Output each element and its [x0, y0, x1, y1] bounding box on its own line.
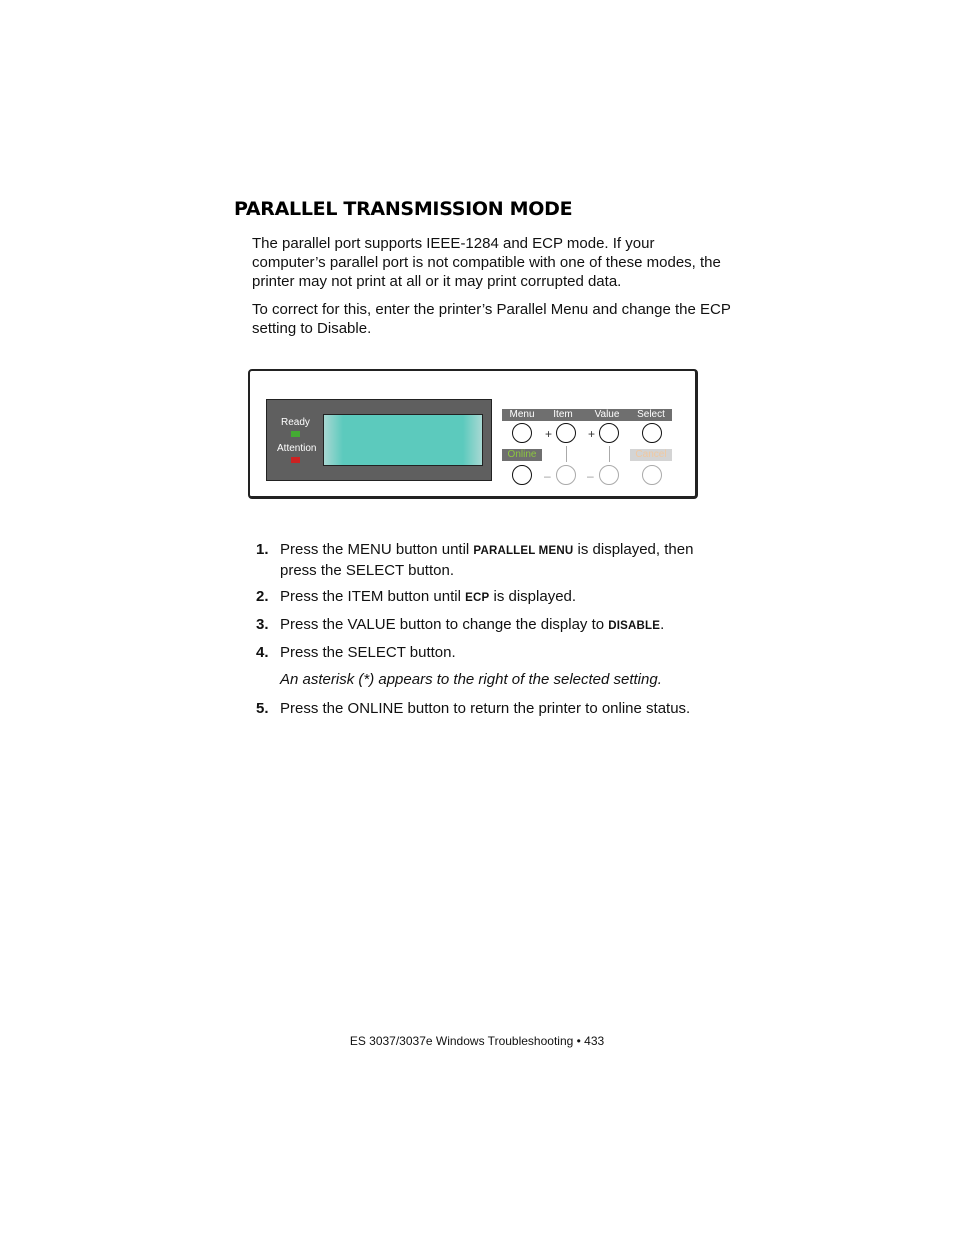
item-down-button	[556, 465, 576, 485]
value-down-button	[599, 465, 619, 485]
intro-paragraph: The parallel port supports IEEE-1284 and ECP mode. If your computer’s parallel port is not compatible with one of these modes, the printer may not print at all or it may print corrupted data.	[252, 235, 721, 290]
cancel-button	[642, 465, 662, 485]
ready-label: Ready	[281, 417, 310, 428]
display-text-disable: DISABLE	[608, 620, 661, 632]
online-label: Online	[502, 449, 542, 461]
attention-label: Attention	[277, 443, 317, 454]
cancel-label: Cancel	[630, 449, 672, 461]
item-button	[556, 423, 576, 443]
display-text-ecp: ECP	[465, 592, 490, 604]
value-button	[599, 423, 619, 443]
select-label: Select	[630, 409, 672, 421]
correction-paragraph: To correct for this, enter the printer’s Parallel Menu and change the ECP setting to Disable.	[252, 301, 731, 337]
select-button	[642, 423, 662, 443]
menu-label: Menu	[502, 409, 542, 421]
online-button	[512, 465, 532, 485]
lcd-screen	[323, 414, 483, 466]
value-plus-sign: +	[588, 427, 596, 441]
ready-led-icon	[291, 431, 300, 437]
page-footer: ES 3037/3037e Windows Troubleshooting • 433	[349, 1034, 605, 1048]
value-minus-sign: –	[587, 469, 594, 483]
attention-led-icon	[291, 457, 300, 463]
value-label: Value	[584, 409, 630, 421]
item-label: Item	[542, 409, 584, 421]
status-display-area	[266, 399, 492, 481]
display-text-parallel-menu: PARALLEL MENU	[473, 545, 574, 557]
item-plus-sign: +	[545, 427, 553, 441]
asterisk-note: An asterisk (*) appears to the right of the selected setting.	[280, 671, 662, 688]
item-minus-sign: –	[544, 469, 551, 483]
section-heading: PARALLEL TRANSMISSION MODE	[234, 198, 573, 220]
item-divider	[566, 446, 567, 462]
printer-control-panel-illustration	[248, 369, 698, 499]
menu-button	[512, 423, 532, 443]
value-divider	[609, 446, 610, 462]
